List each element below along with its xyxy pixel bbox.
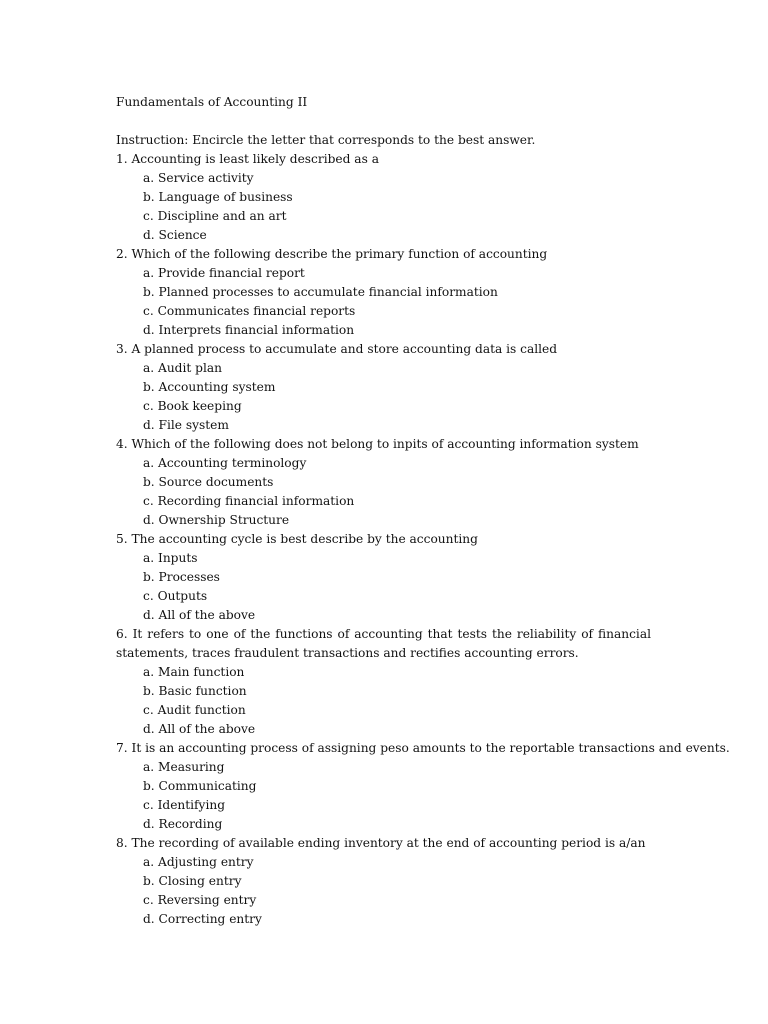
question-1-option-c: c. Discipline and an art <box>143 209 287 223</box>
question-4-option-d: d. Ownership Structure <box>143 513 290 527</box>
question-8-option-b: b. Closing entry <box>143 874 242 888</box>
question-3-option-c: c. Book keeping <box>143 399 242 413</box>
question-3-option-a: a. Audit plan <box>143 361 222 375</box>
question-4-option-a: a. Accounting terminology <box>143 456 307 470</box>
question-6-option-c: c. Audit function <box>143 703 246 717</box>
question-6-option-d: d. All of the above <box>143 722 256 736</box>
question-1-option-a: a. Service activity <box>143 171 254 185</box>
question-1-option-b: b. Language of business <box>143 190 293 204</box>
question-8-option-a: a. Adjusting entry <box>143 855 254 869</box>
question-4: 4. Which of the following does not belong to inpits of accounting information system <box>116 437 639 451</box>
question-2: 2. Which of the following describe the primary function of accounting <box>116 247 548 261</box>
question-8: 8. The recording of available ending inventory at the end of accounting period is a/an <box>116 836 646 850</box>
question-2-option-b: b. Planned processes to accumulate financial information <box>143 285 498 299</box>
question-5-option-a: a. Inputs <box>143 551 198 565</box>
question-7-option-b: b. Communicating <box>143 779 257 793</box>
question-6-option-b: b. Basic function <box>143 684 247 698</box>
question-3: 3. A planned process to accumulate and store accounting data is called <box>116 342 558 356</box>
question-1-option-d: d. Science <box>143 228 207 242</box>
question-2-option-c: c. Communicates financial reports <box>143 304 356 318</box>
question-4-option-c: c. Recording financial information <box>143 494 355 508</box>
question-4-option-b: b. Source documents <box>143 475 274 489</box>
question-5: 5. The accounting cycle is best describe by the accounting <box>116 532 478 546</box>
question-5-option-d: d. All of the above <box>143 608 256 622</box>
question-5-option-b: b. Processes <box>143 570 220 584</box>
instruction-text: Instruction: Encircle the letter that corresponds to the best answer. <box>116 133 536 147</box>
question-8-option-d: d. Correcting entry <box>143 912 262 926</box>
question-7-option-c: c. Identifying <box>143 798 225 812</box>
document-title: Fundamentals of Accounting II <box>116 95 308 109</box>
question-5-option-c: c. Outputs <box>143 589 208 603</box>
question-1: 1. Accounting is least likely described as a <box>116 152 379 166</box>
question-8-option-c: c. Reversing entry <box>143 893 257 907</box>
question-6-option-a: a. Main function <box>143 665 245 679</box>
question-2-option-d: d. Interprets financial information <box>143 323 355 337</box>
question-7: 7. It is an accounting process of assigning peso amounts to the reportable transactions and events. <box>116 741 730 755</box>
question-6: 6. It refers to one of the functions of accounting that tests the reliability of financial statements, traces fraudulent transactions and rectifies accounting errors. <box>116 627 651 660</box>
question-2-option-a: a. Provide financial report <box>143 266 305 280</box>
question-3-option-d: d. File system <box>143 418 229 432</box>
question-7-option-d: d. Recording <box>143 817 223 831</box>
question-7-option-a: a. Measuring <box>143 760 225 774</box>
question-3-option-b: b. Accounting system <box>143 380 276 394</box>
